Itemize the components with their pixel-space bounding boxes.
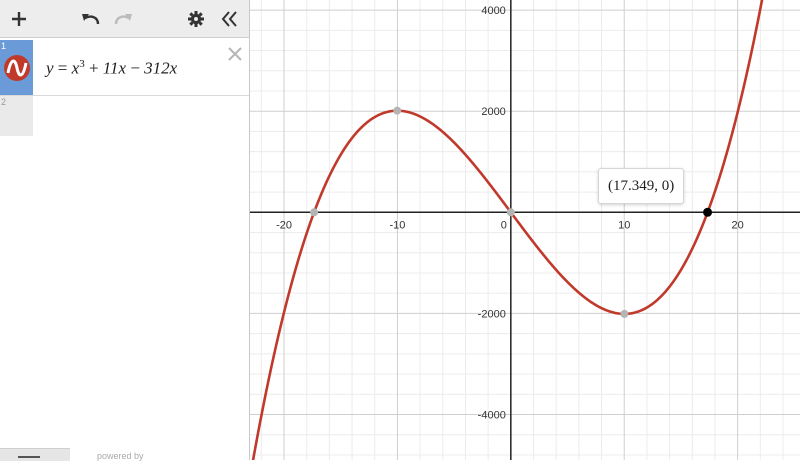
powered-by-text: powered by <box>97 451 144 461</box>
x-tick-label: 10 <box>618 219 631 232</box>
selected-point <box>703 208 712 217</box>
expression-index: 2 <box>1 97 7 107</box>
redo-icon <box>112 10 134 28</box>
settings-button[interactable] <box>183 6 209 32</box>
keypad-toggle[interactable] <box>0 448 70 461</box>
x-tick-label: -20 <box>276 219 292 232</box>
collapse-sidebar-button[interactable] <box>217 6 243 32</box>
expression-term-3: 312x <box>144 58 178 78</box>
point-of-interest <box>393 107 401 115</box>
function-curve[interactable] <box>250 0 800 460</box>
expression-sidebar <box>0 0 250 460</box>
expression-gutter[interactable] <box>0 40 33 95</box>
close-icon <box>227 46 243 62</box>
double-chevron-left-icon <box>220 10 240 28</box>
undo-button[interactable] <box>78 6 104 32</box>
expression-row-empty[interactable] <box>0 96 249 136</box>
delete-expression-button[interactable] <box>227 46 243 62</box>
point-coordinate-label: (17.349, 0) <box>598 168 684 204</box>
expression-exponent: 3 <box>79 58 85 70</box>
expression-lhs: y <box>46 58 54 78</box>
expression-toolbar <box>0 0 249 38</box>
point-of-interest <box>507 208 515 216</box>
x-tick-label: -10 <box>389 219 406 232</box>
y-tick-label: -4000 <box>477 409 506 422</box>
expression-gutter[interactable] <box>0 96 33 136</box>
expression-term-1: x <box>71 58 80 78</box>
point-of-interest <box>620 310 628 318</box>
gear-icon <box>187 10 205 28</box>
expression-operator-minus: − <box>130 58 140 78</box>
point-of-interest <box>310 208 318 216</box>
y-tick-label: -2000 <box>477 308 506 321</box>
graph-toggle-icon[interactable] <box>3 54 31 82</box>
y-tick-label: 4000 <box>481 5 506 18</box>
y-tick-label: 2000 <box>481 106 506 119</box>
expression-equals: = <box>57 58 68 78</box>
add-expression-button[interactable] <box>6 6 32 32</box>
keypad-icon <box>18 456 40 458</box>
expression-index: 1 <box>1 41 7 51</box>
graph-canvas[interactable] <box>250 0 800 460</box>
x-tick-label: 0 <box>500 219 507 232</box>
x-tick-label: 20 <box>731 219 744 232</box>
expression-operator-plus: + <box>88 58 99 78</box>
expression-input[interactable] <box>46 58 177 79</box>
expression-row[interactable] <box>0 40 249 96</box>
undo-icon <box>80 10 102 28</box>
redo-button[interactable] <box>110 6 136 32</box>
plus-icon <box>10 10 28 28</box>
expression-term-2: 11x <box>102 58 127 78</box>
